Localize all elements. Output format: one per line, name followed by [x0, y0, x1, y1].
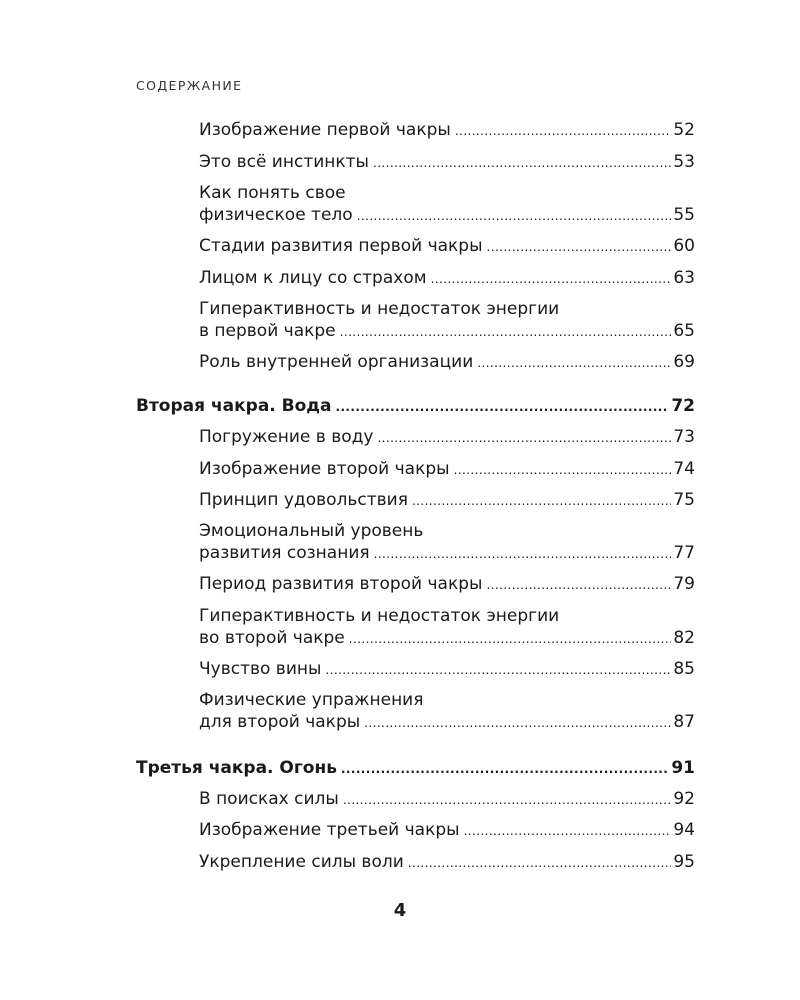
toc-page-number: 72 [671, 396, 695, 416]
toc-entry-line [199, 152, 695, 173]
toc-entry-title: Вторая чакра. Вода [136, 396, 332, 416]
toc-entry-line [199, 268, 695, 289]
toc-entry-title: Лицом к лицу со страхом [199, 268, 427, 288]
dot-leader [454, 460, 672, 481]
toc-section-entry [199, 659, 695, 680]
dot-leader [364, 713, 671, 734]
toc-section-entry [199, 820, 695, 841]
dot-leader [412, 491, 671, 512]
toc-entry-line [199, 120, 695, 141]
toc-entry-title: Погружение в воду [199, 427, 374, 447]
toc-page-number: 92 [673, 789, 695, 809]
toc-page-number: 77 [673, 543, 695, 563]
toc-entry-title: Принцип удовольствия [199, 490, 408, 510]
toc-page-number: 60 [673, 236, 695, 256]
dot-leader [349, 629, 672, 650]
toc-page-number: 69 [673, 352, 695, 372]
toc-entry-title: Как понять свое [199, 183, 346, 203]
dot-leader [325, 660, 671, 681]
toc-section-entry [199, 120, 695, 141]
toc-section-entry [199, 521, 695, 564]
toc-entry-line [199, 459, 695, 480]
toc-entry-line [136, 758, 695, 779]
toc-entry-line [199, 820, 695, 841]
toc-page-number: 55 [673, 205, 695, 225]
dot-leader [340, 322, 672, 343]
dot-leader [377, 428, 671, 449]
toc-entry-line [199, 543, 695, 564]
toc-section-entry [199, 490, 695, 511]
toc-section-entry [199, 183, 695, 226]
toc-page-number: 52 [673, 120, 695, 140]
toc-section-entry [199, 606, 695, 649]
toc-entry-title: Это всё инстинкты [199, 152, 369, 172]
dot-leader [477, 353, 671, 374]
dot-leader [343, 790, 672, 811]
toc-section-entry [199, 690, 695, 733]
toc-entry-line [199, 659, 695, 680]
toc-section-entry [199, 852, 695, 873]
dot-leader [455, 121, 672, 142]
toc-section-entry [199, 299, 695, 342]
toc-page-number: 91 [671, 758, 695, 778]
page-number: 4 [393, 900, 407, 921]
toc-entry-line [199, 205, 695, 226]
toc-section-entry [199, 459, 695, 480]
toc-entry-line [199, 852, 695, 873]
toc-page-number: 87 [673, 712, 695, 732]
toc-entry-line [199, 352, 695, 373]
toc-section-entry [199, 236, 695, 257]
toc-entry-title: Роль внутренней организации [199, 352, 474, 372]
toc-entry-title: Изображение первой чакры [199, 120, 451, 140]
toc-entry-title: Гиперактивность и недостаток энергии [199, 606, 560, 626]
toc-page-number: 73 [673, 427, 695, 447]
toc-entry-title: для второй чакры [199, 712, 361, 732]
toc-entry-title: во второй чакре [199, 628, 345, 648]
toc-entry-line [199, 183, 695, 204]
toc-entry-title: в первой чакре [199, 321, 336, 341]
toc-entry-line [199, 628, 695, 649]
toc-page-number: 94 [673, 820, 695, 840]
dot-leader [373, 153, 671, 174]
toc-page-number: 95 [673, 852, 695, 872]
toc-chapter-entry [136, 758, 695, 779]
dot-leader [464, 821, 672, 842]
toc-entry-title: Стадии развития первой чакры [199, 236, 483, 256]
toc-entry-title: В поисках силы [199, 789, 339, 809]
toc-entry-line [199, 789, 695, 810]
toc-entry-line [199, 490, 695, 511]
dot-leader [336, 397, 670, 418]
toc-entry-title: Гиперактивность и недостаток энергии [199, 299, 560, 319]
toc-entry-title: Чувство вины [199, 659, 322, 679]
toc-entry-line [199, 606, 695, 627]
toc-page-number: 85 [673, 659, 695, 679]
toc-entry-line [199, 236, 695, 257]
toc-entry-line [199, 427, 695, 448]
toc-entry-title: физическое тело [199, 205, 353, 225]
toc-entry-line [136, 396, 695, 417]
toc-entry-line [199, 299, 695, 320]
dot-leader [408, 853, 672, 874]
toc-section-entry [199, 268, 695, 289]
toc-page-number: 75 [673, 490, 695, 510]
toc-page-number: 65 [673, 321, 695, 341]
toc-entry-title: развития сознания [199, 543, 370, 563]
toc-entry-line [199, 690, 695, 711]
toc-section-entry [199, 427, 695, 448]
toc-page-number: 74 [673, 459, 695, 479]
dot-leader [487, 237, 672, 258]
toc-entry-title: Физические упражнения [199, 690, 424, 710]
toc-entry-title: Период развития второй чакры [199, 574, 483, 594]
toc-entry-line [199, 321, 695, 342]
toc-entry-title: Изображение третьей чакры [199, 820, 460, 840]
toc-page-number: 63 [673, 268, 695, 288]
toc-entry-title: Третья чакра. Огонь [136, 758, 337, 778]
toc-page-number: 53 [673, 152, 695, 172]
dot-leader [431, 269, 672, 290]
toc-entry-line [199, 574, 695, 595]
toc-page-number: 82 [673, 628, 695, 648]
toc-entry-line [199, 712, 695, 733]
toc-page-number: 79 [673, 574, 695, 594]
toc-chapter-entry [136, 396, 695, 417]
dot-leader [374, 544, 672, 565]
toc-entry-title: Эмоциональный уровень [199, 521, 424, 541]
toc-entry-title: Укрепление силы воли [199, 852, 404, 872]
toc-section-entry [199, 574, 695, 595]
dot-leader [486, 575, 671, 596]
toc-section-entry [199, 789, 695, 810]
toc-entry-title: Изображение второй чакры [199, 459, 450, 479]
toc-section-entry [199, 152, 695, 173]
dot-leader [357, 206, 672, 227]
dot-leader [341, 759, 669, 780]
running-head: СОДЕРЖАНИЕ [136, 78, 243, 93]
toc-section-entry [199, 352, 695, 373]
toc-entry-line [199, 521, 695, 542]
